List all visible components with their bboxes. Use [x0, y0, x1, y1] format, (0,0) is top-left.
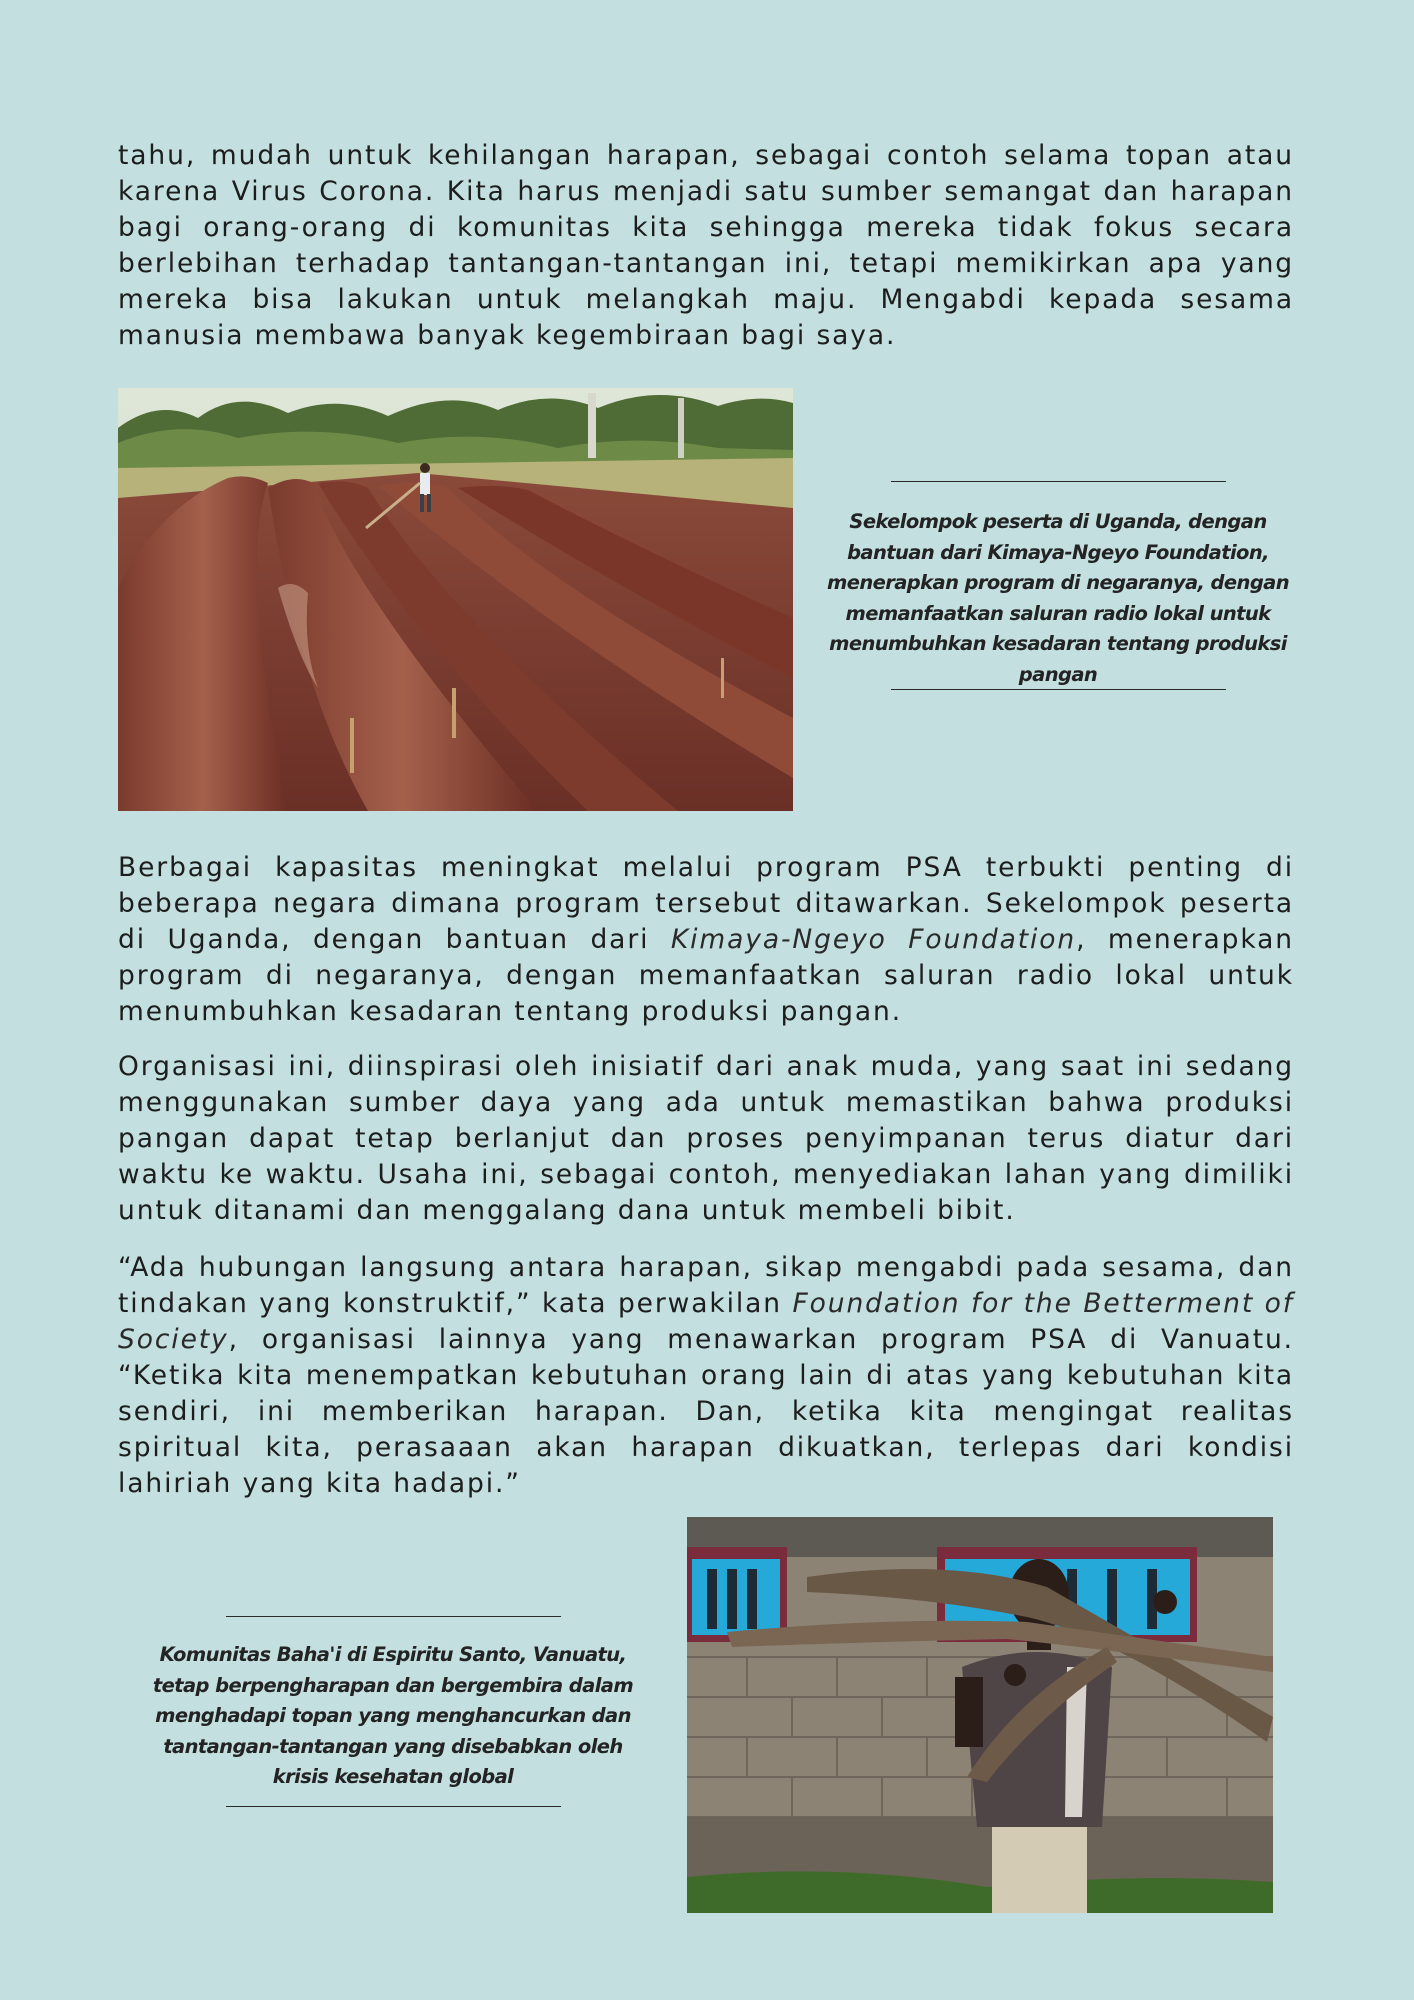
paragraph-quote-text-a: “Ada hubungan langsung antara harapan, sikap mengabdi pada sesama, dan tindakan yang konstruktif,” kata perwakilan — [118, 1252, 1294, 1319]
photo-vanuatu-man — [687, 1517, 1273, 1913]
photo-uganda-field — [118, 388, 793, 811]
paragraph-uganda — [118, 850, 1294, 1030]
caption-uganda: Sekelompok peserta di Uganda, dengan bantuan dari Kimaya-Ngeyo Foundation, menerapkan program di negaranya, dengan memanfaatkan saluran radio lokal untuk menumbuhkan kesadaran tentang produksi pangan — [826, 510, 1290, 686]
caption-rule-bottom — [226, 1806, 561, 1807]
caption-vanuatu: Komunitas Baha'i di Espiritu Santo, Vanuatu, tetap berpengharapan dan bergembira dalam menghadapi topan yang menghancurkan dan tantangan-tantangan yang disebabkan oleh krisis kesehatan global — [152, 1643, 634, 1788]
paragraph-uganda-text-a: Berbagai kapasitas meningkat melalui program PSA terbukti penting di beberapa negara dimana program tersebut ditawarkan. Sekelompok peserta di Uganda, dengan bantuan dari — [118, 852, 1294, 955]
paragraph-organization: Organisasi ini, diinspirasi oleh inisiatif dari anak muda, yang saat ini sedang menggunakan sumber daya yang ada untuk memastikan bahwa produksi pangan dapat tetap berlanjut dan proses penyimpanan terus diatur dari waktu ke waktu. Usaha ini, sebagai contoh, menyediakan lahan yang dimiliki untuk ditanami dan menggalang dana untuk membeli bibit. — [118, 1051, 1294, 1226]
paragraph-uganda-text-b: , menerapkan program di negaranya, dengan memanfaatkan saluran radio lokal untuk menumbuhkan kesadaran tentang produksi pangan. — [118, 924, 1295, 1027]
paragraph-quote-text-b: , organisasi lainnya yang menawarkan program PSA di Vanuatu. “Ketika kita menempatkan kebutuhan orang lain di atas yang kebutuhan kita sendiri, ini memberikan harapan. Dan, ketika kita mengingat realitas spiritual kita, perasaaan akan harapan dikuatkan, terlepas dari kondisi lahiriah yang kita hadapi.” — [118, 1324, 1294, 1499]
caption-rule-top — [226, 1616, 561, 1617]
paragraph-intro: tahu, mudah untuk kehilangan harapan, sebagai contoh selama topan atau karena Virus Corona. Kita harus menjadi satu sumber semangat dan harapan bagi orang-orang di komunitas kita sehingga mereka tidak fokus secara berlebihan terhadap tantangan-tantangan ini, tetapi memikirkan apa yang mereka bisa lakukan untuk melangkah maju. Mengabdi kepada sesama manusia membawa banyak kegembiraan bagi saya. — [118, 140, 1294, 351]
organization-name-kimaya: Kimaya-Ngeyo Foundation — [670, 924, 1077, 955]
caption-rule-bottom — [891, 689, 1226, 690]
paragraph-quote — [118, 1250, 1294, 1502]
caption-rule-top — [891, 481, 1226, 482]
organization-name-fbs: Foundation for the Betterment of Society — [118, 1288, 1294, 1355]
